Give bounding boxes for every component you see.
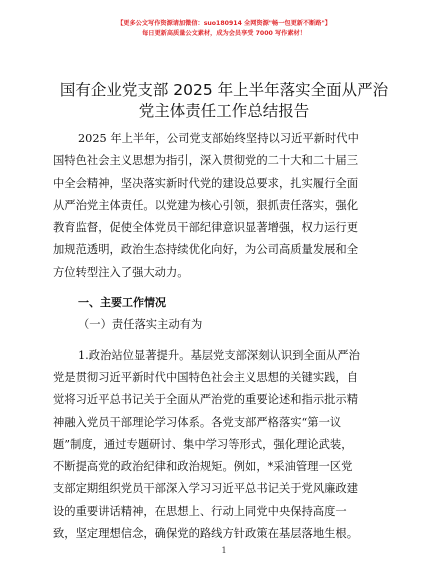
document-body (53, 128, 385, 545)
paragraph-line: 中全会精神，坚决落实新时代党的建设总要求，扎实履行全面 (53, 176, 359, 190)
section-heading: 一、主要工作情况 (78, 296, 166, 310)
promo-line-2: 每日更新高质量公文素材，成为会员享受 7000 写作素材！ (142, 30, 306, 37)
paragraph-line: 神融入党员干部理论学习体系。各党支部严格落实“第一议 (53, 415, 342, 429)
paragraph-line: 教育监督，促使全体党员干部纪律意识显著增强，权力运行更 (53, 221, 359, 235)
paragraph-line: 支部定期组织党员干部深入学习习近平总书记关于党风廉政建 (53, 482, 359, 496)
paragraph-line: 从严治党主体责任。以党建为核心引领，狠抓责任落实，强化 (53, 198, 359, 212)
subsection-heading: （一）责任落实主动有为 (78, 318, 203, 332)
promo-line-1: 【更多公文写作资源请加微信：suo180914 全网资源"畅一包更新不断路"】 (117, 20, 331, 27)
promo-banner (0, 19, 448, 39)
paragraph-line: 1.政治站位显著提升。基层党支部深刻认识到全面从严治 (78, 348, 360, 362)
title-line-1: 国有企业党支部 2025 年上半年落实全面从严治 (59, 81, 389, 99)
paragraph-line: 2025 年上半年，公司党支部始终坚持以习近平新时代中 (78, 132, 359, 145)
paragraph-line: 不断提高党的政治纪律和政治规矩。例如，*采油管理一区党 (53, 460, 353, 474)
paragraph-line: 设的重要讲话精神，在思想上、行动上同党中央保持高度一 (53, 504, 347, 518)
paragraph-line: 觉将习近平总书记关于全面从严治党的重要论述和指示批示精 (53, 393, 359, 407)
paragraph-line: 党是贯彻习近平新时代中国特色社会主义思想的关键实践，自 (53, 370, 359, 384)
paragraph-line: 致，坚定理想信念，确保党的路线方针政策在基层落地生根。 (53, 527, 359, 541)
paragraph-line: 题”制度，通过专题研讨、集中学习等形式，强化理论武装， (53, 437, 353, 451)
paragraph-line: 国特色社会主义思想为指引，深入贯彻党的二十大和二十届三 (53, 154, 359, 168)
paragraph-line: 加规范透明，政治生态持续优化向好，为公司高质量发展和全 (53, 243, 359, 257)
title-line-2: 党主体责任工作总结报告 (138, 102, 310, 120)
page-number: 1 (221, 546, 227, 555)
document-title (40, 80, 408, 122)
paragraph-line: 方位转型注入了强大动力。 (53, 265, 189, 279)
